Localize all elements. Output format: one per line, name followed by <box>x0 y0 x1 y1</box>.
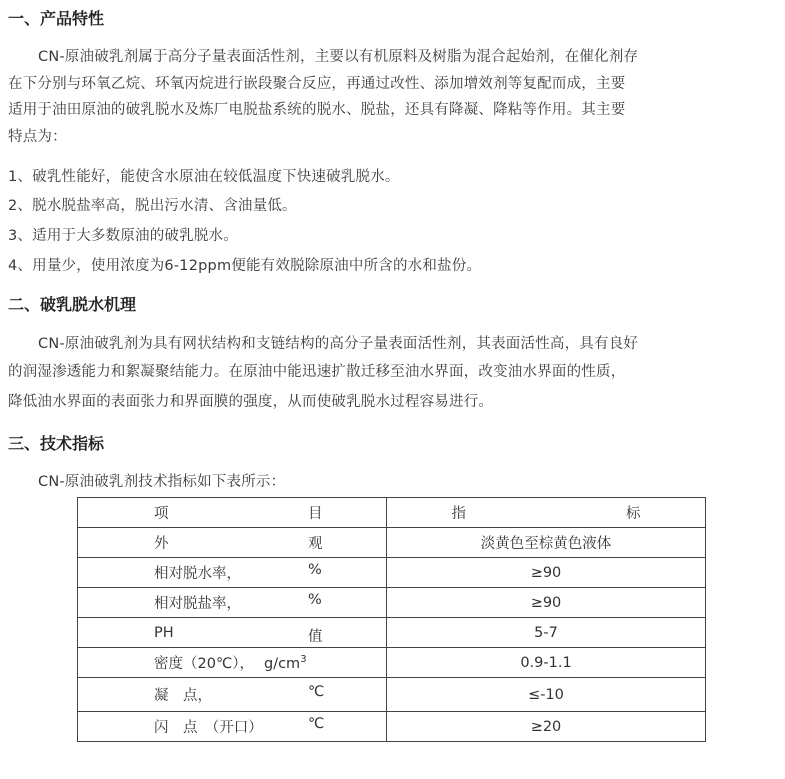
header-item-a: 项 <box>154 506 169 522</box>
header-item-cell <box>78 498 387 528</box>
item-label: 密度（20℃）， <box>154 656 254 672</box>
list-item: 2、脱水脱盐率高，脱出污水清、含油量低。 <box>8 198 297 214</box>
table-row <box>78 588 706 618</box>
item-cell <box>78 712 387 742</box>
paragraph-line: 适用于油田原油的破乳脱水及炼厂电脱盐系统的脱水、脱盐，还具有降凝、降粘等作用。其主要 <box>8 102 626 118</box>
table-row <box>78 528 706 558</box>
paragraph-line: CN-原油破乳剂为具有网状结构和支链结构的高分子量表面活性剂，其表面活性高，具有良好 <box>38 336 639 352</box>
item-cell <box>78 648 387 678</box>
section-heading-product-features: 一、产品特性 <box>8 9 105 28</box>
list-item: 3、适用于大多数原油的破乳脱水。 <box>8 228 238 244</box>
item-label: 闪 点 （开口） <box>154 720 263 736</box>
item-label: 凝 点， <box>154 688 212 704</box>
section-heading-mechanism: 二、破乳脱水机理 <box>8 295 137 314</box>
item-label: 相对脱水率， <box>154 566 241 582</box>
item-cell <box>78 678 387 712</box>
table-intro: CN-原油破乳剂技术指标如下表所示： <box>38 474 286 490</box>
table-row <box>78 558 706 588</box>
paragraph-line: 的润湿渗透能力和絮凝聚结能力。在原油中能迅速扩散迁移至油水界面，改变油水界面的性质， <box>8 364 626 380</box>
item-label: 外 <box>154 536 169 552</box>
paragraph-line: 降低油水界面的表面张力和界面膜的强度，从而使破乳脱水过程容易进行。 <box>8 394 494 410</box>
item-unit: % <box>308 562 322 578</box>
table-header-row <box>78 498 706 528</box>
value-cell: 5-7 <box>387 618 706 648</box>
header-value-cell <box>387 498 706 528</box>
item-cell <box>78 528 387 558</box>
table-row <box>78 712 706 742</box>
paragraph-line: 在下分别与环氧乙烷、环氧丙烷进行嵌段聚合反应，再通过改性、添加增效剂等复配而成，主要 <box>8 76 626 92</box>
value-cell: 0.9-1.1 <box>387 648 706 678</box>
item-cell <box>78 588 387 618</box>
header-value-b: 标 <box>626 506 641 522</box>
item-label: PH <box>154 624 174 641</box>
item-unit: ℃ <box>308 716 325 732</box>
value-cell: 淡黄色至棕黄色液体 <box>387 528 706 558</box>
paragraph-line: CN-原油破乳剂属于高分子量表面活性剂，主要以有机原料及树脂为混合起始剂，在催化剂存 <box>38 49 639 65</box>
item-unit <box>264 656 307 672</box>
item-unit: % <box>308 592 322 608</box>
table-row <box>78 648 706 678</box>
list-item: 4、用量少，使用浓度为6-12ppm便能有效脱除原油中所含的水和盐份。 <box>8 258 482 274</box>
item-unit: 值 <box>308 628 323 645</box>
list-item: 1、破乳性能好，能使含水原油在较低温度下快速破乳脱水。 <box>8 169 400 185</box>
item-unit: 观 <box>308 536 323 552</box>
value-cell: ≥90 <box>387 558 706 588</box>
section-heading-specifications: 三、技术指标 <box>8 434 105 453</box>
value-cell: ≥90 <box>387 588 706 618</box>
value-cell: ≥20 <box>387 712 706 742</box>
header-item-b: 目 <box>308 506 323 522</box>
table-row <box>78 678 706 712</box>
item-label: 相对脱盐率， <box>154 596 241 612</box>
paragraph-line: 特点为： <box>8 129 67 145</box>
value-cell: ≤-10 <box>387 678 706 712</box>
spec-table <box>77 497 706 742</box>
item-unit: ℃ <box>308 684 325 700</box>
header-value-a: 指 <box>451 506 466 522</box>
table-row <box>78 618 706 648</box>
unit-superscript: 3 <box>300 654 307 666</box>
item-unit-text: g/cm <box>264 656 301 672</box>
item-cell <box>78 618 387 648</box>
item-cell <box>78 558 387 588</box>
